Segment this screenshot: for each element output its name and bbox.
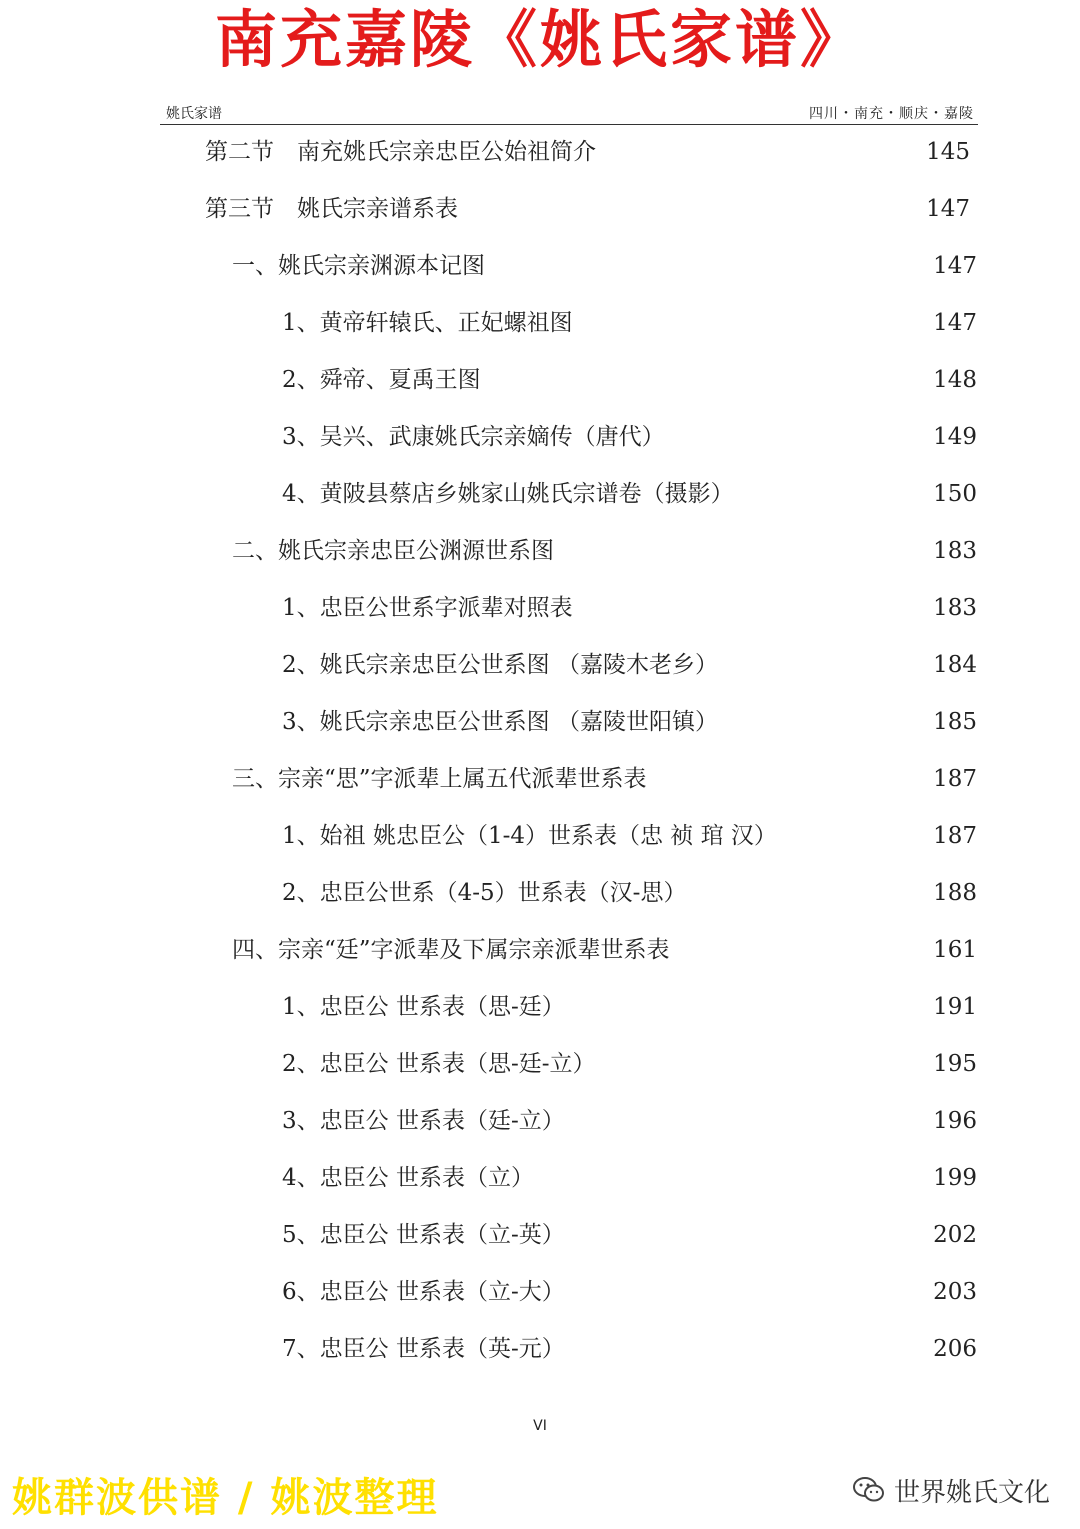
toc-entry-label: 2、舜帝、夏禹王图 <box>282 367 481 393</box>
toc-entry <box>0 588 1080 628</box>
toc-entry-page: 184 <box>933 652 977 678</box>
toc-entry-page: 196 <box>933 1108 977 1134</box>
banner-title: 南充嘉陵《姚氏家谱》 <box>214 3 865 76</box>
toc-entry <box>0 645 1080 685</box>
toc-entry-page: 199 <box>933 1165 977 1191</box>
toc-entry <box>0 1215 1080 1255</box>
watermark <box>852 1470 1050 1510</box>
toc-entry <box>0 1158 1080 1198</box>
toc-entry-page: 202 <box>933 1222 977 1248</box>
toc-entry-page: 187 <box>933 823 977 849</box>
toc-entry-label: 2、忠臣公 世系表（思-廷-立） <box>282 1051 596 1077</box>
header-right-text: 四川・南充・顺庆・嘉陵 <box>809 106 974 122</box>
toc-entry <box>0 132 1080 172</box>
toc-entry-label: 四、宗亲“廷”字派辈及下属宗亲派辈世系表 <box>232 937 670 963</box>
toc-entry-label: 7、忠臣公 世系表（英-元） <box>282 1336 565 1362</box>
wechat-icon <box>852 1475 886 1505</box>
toc-entry <box>0 759 1080 799</box>
toc-entry <box>0 1272 1080 1312</box>
toc-entry <box>0 930 1080 970</box>
page-number: VI <box>533 1418 547 1434</box>
toc-entry-page: 161 <box>933 937 977 963</box>
toc-entry <box>0 246 1080 286</box>
toc-entry-label: 2、姚氏宗亲忠臣公世系图 （嘉陵木老乡） <box>282 652 718 678</box>
page-header <box>160 100 978 125</box>
toc-entry-label: 1、忠臣公世系字派辈对照表 <box>282 595 573 621</box>
toc-entry-page: 150 <box>933 481 977 507</box>
toc-entry-label: 一、姚氏宗亲渊源本记图 <box>232 253 485 279</box>
toc-entry-label: 4、黄陂县蔡店乡姚家山姚氏宗谱卷（摄影） <box>282 481 734 507</box>
toc-entry <box>0 1101 1080 1141</box>
toc-entry-page: 183 <box>933 595 977 621</box>
toc-entry-page: 187 <box>933 766 977 792</box>
toc-entry-label: 三、宗亲“思”字派辈上属五代派辈世系表 <box>232 766 647 792</box>
header-left-text: 姚氏家谱 <box>166 106 222 122</box>
toc-entry-label: 3、忠臣公 世系表（廷-立） <box>282 1108 565 1134</box>
toc-entry-page: 195 <box>933 1051 977 1077</box>
toc-entry-label: 第三节 姚氏宗亲谱系表 <box>205 196 458 222</box>
toc-entry-page: 147 <box>926 196 970 222</box>
toc-entry <box>0 873 1080 913</box>
toc-entry-label: 4、忠臣公 世系表（立） <box>282 1165 534 1191</box>
toc-entry <box>0 1329 1080 1369</box>
toc-entry <box>0 531 1080 571</box>
toc-entry <box>0 1044 1080 1084</box>
toc-entry-page: 147 <box>933 253 977 279</box>
toc-entry <box>0 189 1080 229</box>
toc-entry-label: 第二节 南充姚氏宗亲忠臣公始祖简介 <box>205 139 596 165</box>
toc-entry <box>0 417 1080 457</box>
toc-entry-label: 二、姚氏宗亲忠臣公渊源世系图 <box>232 538 554 564</box>
watermark-text: 世界姚氏文化 <box>893 1477 1050 1508</box>
toc-entry <box>0 702 1080 742</box>
toc-entry-page: 188 <box>933 880 977 906</box>
toc-entry <box>0 303 1080 343</box>
toc-entry-label: 5、忠臣公 世系表（立-英） <box>282 1222 565 1248</box>
toc-entry <box>0 360 1080 400</box>
toc-entry-page: 147 <box>933 310 977 336</box>
toc-entry <box>0 474 1080 514</box>
credit-text: 姚群波供谱 / 姚波整理 <box>12 1475 439 1521</box>
toc-entry <box>0 816 1080 856</box>
toc-entry-label: 6、忠臣公 世系表（立-大） <box>282 1279 565 1305</box>
toc-entry-label: 3、吴兴、武康姚氏宗亲嫡传（唐代） <box>282 424 665 450</box>
toc-entry-page: 206 <box>933 1336 977 1362</box>
toc-entry-page: 149 <box>933 424 977 450</box>
toc-entry-label: 1、忠臣公 世系表（思-廷） <box>282 994 565 1020</box>
toc-entry-label: 2、忠臣公世系（4-5）世系表（汉-思） <box>282 880 687 906</box>
toc-entry <box>0 987 1080 1027</box>
toc-entry-page: 183 <box>933 538 977 564</box>
toc-entry-page: 203 <box>933 1279 977 1305</box>
toc-entry-page: 185 <box>933 709 977 735</box>
toc-entry-page: 145 <box>926 139 970 165</box>
toc-entry-page: 148 <box>933 367 977 393</box>
toc-entry-label: 3、姚氏宗亲忠臣公世系图 （嘉陵世阳镇） <box>282 709 718 735</box>
toc-entry-page: 191 <box>933 994 977 1020</box>
toc-entry-label: 1、黄帝轩辕氏、正妃螺祖图 <box>282 310 573 336</box>
toc-entry-label: 1、始祖 姚忠臣公（1-4）世系表（忠 祯 琯 汉） <box>282 823 777 849</box>
